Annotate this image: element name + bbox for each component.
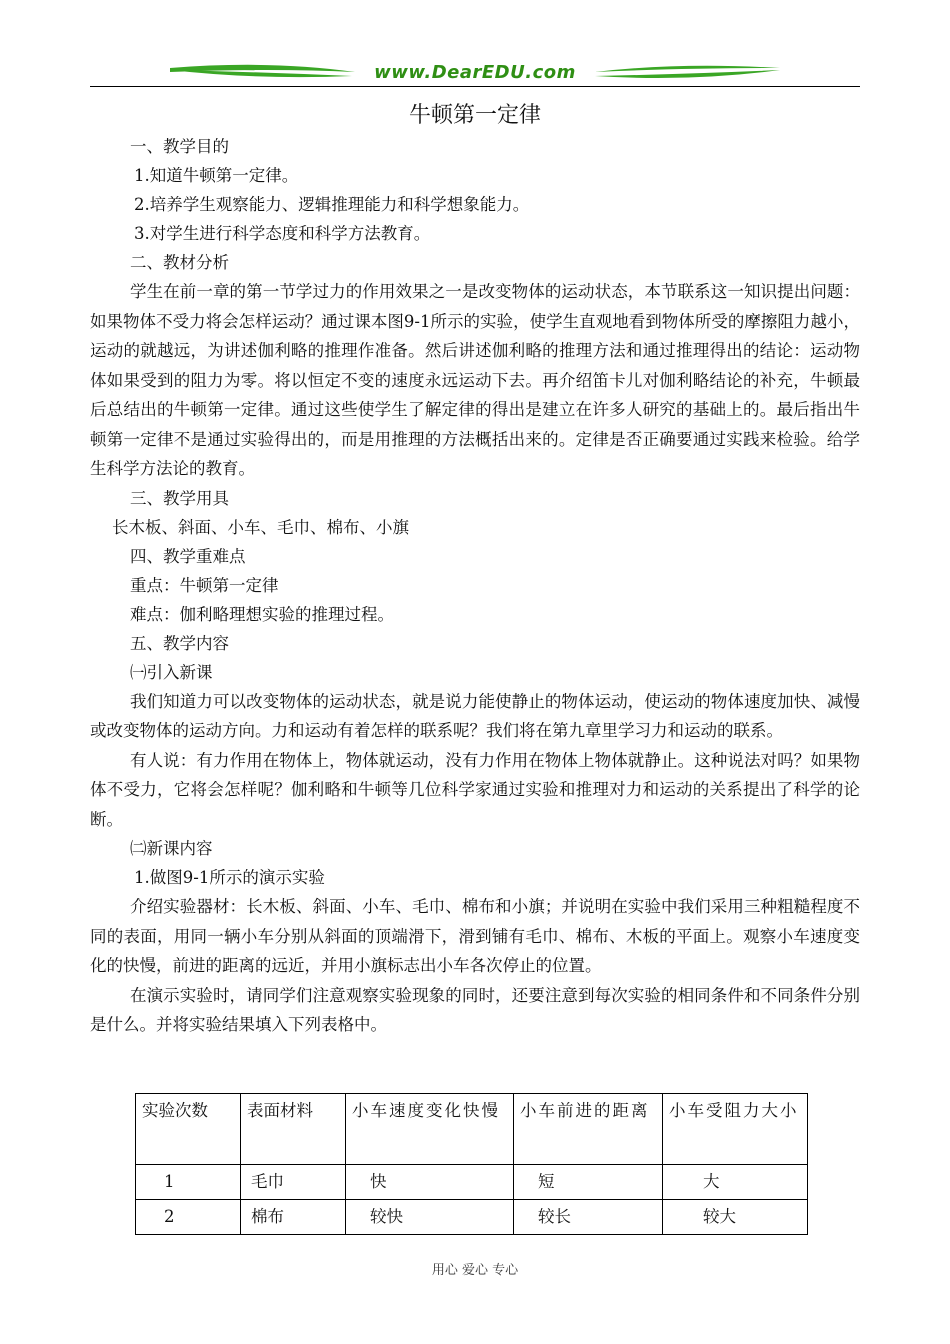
section-heading-3: 三、教学用具 <box>130 488 229 508</box>
experiment-table <box>135 1093 808 1235</box>
page-header <box>90 58 860 90</box>
table-cell: 毛巾 <box>241 1165 346 1200</box>
page-title: 牛顿第一定律 <box>408 103 541 128</box>
table-header-cell: 小车受阻力大小 <box>663 1094 808 1165</box>
table-cell: 较快 <box>346 1200 514 1235</box>
table-cell: 大 <box>663 1165 808 1200</box>
experiment-paragraph-1: 介绍实验器材：长木板、斜面、小车、毛巾、棉布和小旗；并说明在实验中我们采用三种粗糙程度不同的表面，用同一辆小车分别从斜面的顶端滑下，滑到铺有毛巾、棉布、木板的平面上。观察小车速度变化的快慢，前进的距离的远近，并用小旗标志出小车各次停止的位置。 <box>90 897 860 975</box>
intro-paragraph-2: 有人说：有力作用在物体上，物体就运动，没有力作用在物体上物体就静止。这种说法对吗？如果物体不受力，它将会怎样呢？伽利略和牛顿等几位科学家通过实验和推理对力和运动的关系提出了科学的论断。 <box>90 750 860 829</box>
section-heading-5: 五、教学内容 <box>130 633 229 653</box>
table-header-row <box>136 1094 808 1165</box>
table-cell: 较长 <box>514 1200 663 1235</box>
teaching-tools: 长木板、斜面、小车、毛巾、棉布、小旗 <box>112 517 409 537</box>
intro-paragraph-1: 我们知道力可以改变物体的运动状态，就是说力能使静止的物体运动，使运动的物体速度加快、减慢或改变物体的运动方向。力和运动有着怎样的联系呢？我们将在第九章里学习力和运动的联系。 <box>90 691 860 740</box>
objective-item-3: 3.对学生进行科学态度和科学方法教育。 <box>134 224 431 243</box>
table-cell: 1 <box>136 1165 241 1200</box>
key-point: 重点：牛顿第一定律 <box>130 575 279 595</box>
objective-item-2: 2.培养学生观察能力、逻辑推理能力和科学想象能力。 <box>134 195 530 214</box>
table-cell: 较大 <box>663 1200 808 1235</box>
difficult-point: 难点：伽利略理想实验的推理过程。 <box>130 604 394 624</box>
analysis-paragraph: 学生在前一章的第一节学过力的作用效果之一是改变物体的运动状态，本节联系这一知识提出问题：如果物体不受力将会怎样运动？通过课本图9-1所示的实验，使学生直观地看到物体所受的摩擦阻力越小，运动的就越远，为讲述伽利略的推理作准备。然后讲述伽利略的推理方法和通过推理得出的结论：运动物体如果受到的阻力为零。将以恒定不变的速度永远运动下去。再介绍笛卡儿对伽利略结论的补充，牛顿最后总结出的牛顿第一定律。通过这些使学生了解定律的得出是建立在许多人研究的基础上的。最后指出牛顿第一定律不是通过实验得出的，而是用推理的方法概括出来的。定律是否正确要通过实践来检验。给学生科学方法论的教育。 <box>90 282 860 478</box>
objective-item-1: 1.知道牛顿第一定律。 <box>134 166 299 185</box>
table-cell: 快 <box>346 1165 514 1200</box>
table-row <box>136 1165 808 1200</box>
table-cell: 棉布 <box>241 1200 346 1235</box>
table-header-cell: 实验次数 <box>136 1094 241 1165</box>
table-row <box>136 1200 808 1235</box>
subsection-intro: ㈠引入新课 <box>130 662 213 682</box>
section-heading-2: 二、教材分析 <box>130 253 229 272</box>
experiment-paragraph-2: 在演示实验时，请同学们注意观察实验现象的同时，还要注意到每次实验的相同条件和不同条件分别是什么。并将实验结果填入下列表格中。 <box>90 985 860 1034</box>
table-cell: 短 <box>514 1165 663 1200</box>
document-body <box>90 132 860 1040</box>
header-rule <box>90 86 860 87</box>
section-heading-1: 一、教学目的 <box>130 137 229 156</box>
subsection-new-content: ㈡新课内容 <box>130 839 213 858</box>
site-logo-text: www.DearEDU.com <box>374 62 576 83</box>
experiment-item: 1.做图9-1所示的演示实验 <box>134 868 325 887</box>
section-heading-4: 四、教学重难点 <box>130 546 246 566</box>
table-header-cell: 表面材料 <box>241 1094 346 1165</box>
page-footer: 用心 爱心 专心 <box>431 1263 519 1278</box>
table-header-cell: 小车速度变化快慢 <box>346 1094 514 1165</box>
table-header-cell: 小车前进的距离 <box>514 1094 663 1165</box>
table-cell: 2 <box>136 1200 241 1235</box>
